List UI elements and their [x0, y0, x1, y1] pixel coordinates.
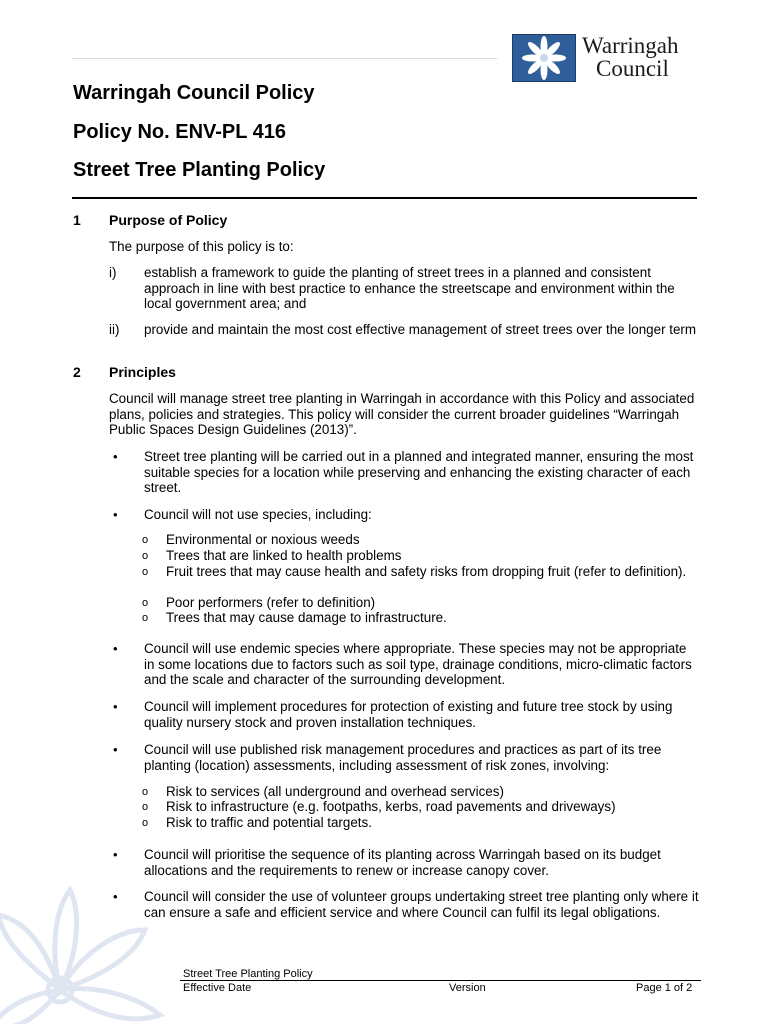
list-item: Council will consider the use of volunteer groups undertaking street tree planting only where it can ensure a safe and efficient service and where Council can fulfil its legal obligations. — [144, 889, 699, 920]
list-item: Council will prioritise the sequence of its planting across Warringah based on its budget allocations and the requirements to renew or increase canopy cover. — [144, 847, 661, 878]
sub-list-item: Risk to services (all underground and overhead services) — [166, 784, 504, 799]
list-item: Council will use published risk management procedures and practices as part of its tree planting (location) assessments, including assessment of risk zones, involving: — [144, 742, 662, 773]
sub-marker: o — [142, 550, 149, 562]
sub-marker: o — [142, 612, 149, 624]
footer-title: Street Tree Planting Policy — [183, 968, 313, 980]
section-title-principles: Principles — [109, 364, 176, 380]
bullet-marker: • — [113, 449, 118, 464]
flower-watermark-icon — [0, 880, 180, 1024]
council-logo — [512, 34, 702, 84]
sub-list-item: Environmental or noxious weeds — [166, 532, 360, 547]
sub-list-item: Trees that are linked to health problems — [166, 548, 402, 563]
bullet-marker: • — [113, 641, 118, 656]
list-item: Council will implement procedures for protection of existing and future tree stock by using quality nursery stock and proven installation techniques. — [144, 699, 673, 730]
list-item: establish a framework to guide the planting of street trees in a planned and consistent approach in line with best practice to enhance the streetscape and environment within the local government area; and — [144, 265, 675, 312]
section-title-purpose: Purpose of Policy — [109, 212, 228, 228]
list-marker: i) — [109, 265, 117, 280]
list-marker: ii) — [109, 322, 120, 337]
section-number: 1 — [73, 212, 81, 228]
top-rule — [72, 58, 497, 59]
footer-effective-date: Effective Date — [183, 982, 252, 994]
bullet-marker: • — [113, 847, 118, 862]
policy-number-heading: Policy No. ENV-PL 416 — [73, 121, 287, 143]
sub-marker: o — [142, 534, 149, 546]
footer-page-number: Page 1 of 2 — [636, 982, 693, 994]
policy-title-heading: Street Tree Planting Policy — [73, 159, 326, 181]
bullet-marker: • — [113, 889, 118, 904]
logo-wordmark: Warringah Council — [582, 33, 679, 81]
bullet-marker: • — [113, 699, 118, 714]
bullet-marker: • — [113, 742, 118, 757]
header-divider — [72, 197, 697, 199]
sub-marker: o — [142, 817, 149, 829]
footer-rule — [180, 980, 701, 981]
list-item: Council will use endemic species where appropriate. These species may not be appropriate in some locations due to factors such as soil type, drainage conditions, micro-climatic factors and the scale and character of the surrounding development. — [144, 641, 692, 688]
footer-version: Version — [449, 982, 486, 994]
sub-marker: o — [142, 597, 149, 609]
sub-list-item: Risk to traffic and potential targets. — [166, 815, 372, 830]
section-intro: Council will manage street tree planting in Warringah in accordance with this Policy and associated plans, policies and strategies. This policy will consider the current broader guidelines “Warringah Public Spaces Design Guidelines (2013)”. — [109, 391, 695, 438]
sub-list-item: Trees that may cause damage to infrastructure. — [166, 610, 447, 625]
sub-list-item: Fruit trees that may cause health and safety risks from dropping fruit (refer to definition). — [166, 564, 687, 579]
sub-marker: o — [142, 566, 149, 578]
council-policy-heading: Warringah Council Policy — [73, 82, 315, 104]
sub-marker: o — [142, 786, 149, 798]
list-item: Council will not use species, including: — [144, 507, 372, 522]
sub-marker: o — [142, 801, 149, 813]
section-intro: The purpose of this policy is to: — [109, 239, 294, 254]
bullet-marker: • — [113, 507, 118, 522]
sub-list-item: Risk to infrastructure (e.g. footpaths, kerbs, road pavements and driveways) — [166, 799, 616, 814]
section-number: 2 — [73, 364, 81, 380]
flannel-flower-icon — [512, 34, 576, 82]
sub-list-item: Poor performers (refer to definition) — [166, 595, 376, 610]
list-item: Street tree planting will be carried out in a planned and integrated manner, ensuring the most suitable species for a location while preserving and enhancing the existing character of each street. — [144, 449, 694, 496]
list-item: provide and maintain the most cost effective management of street trees over the longer term — [144, 322, 697, 337]
